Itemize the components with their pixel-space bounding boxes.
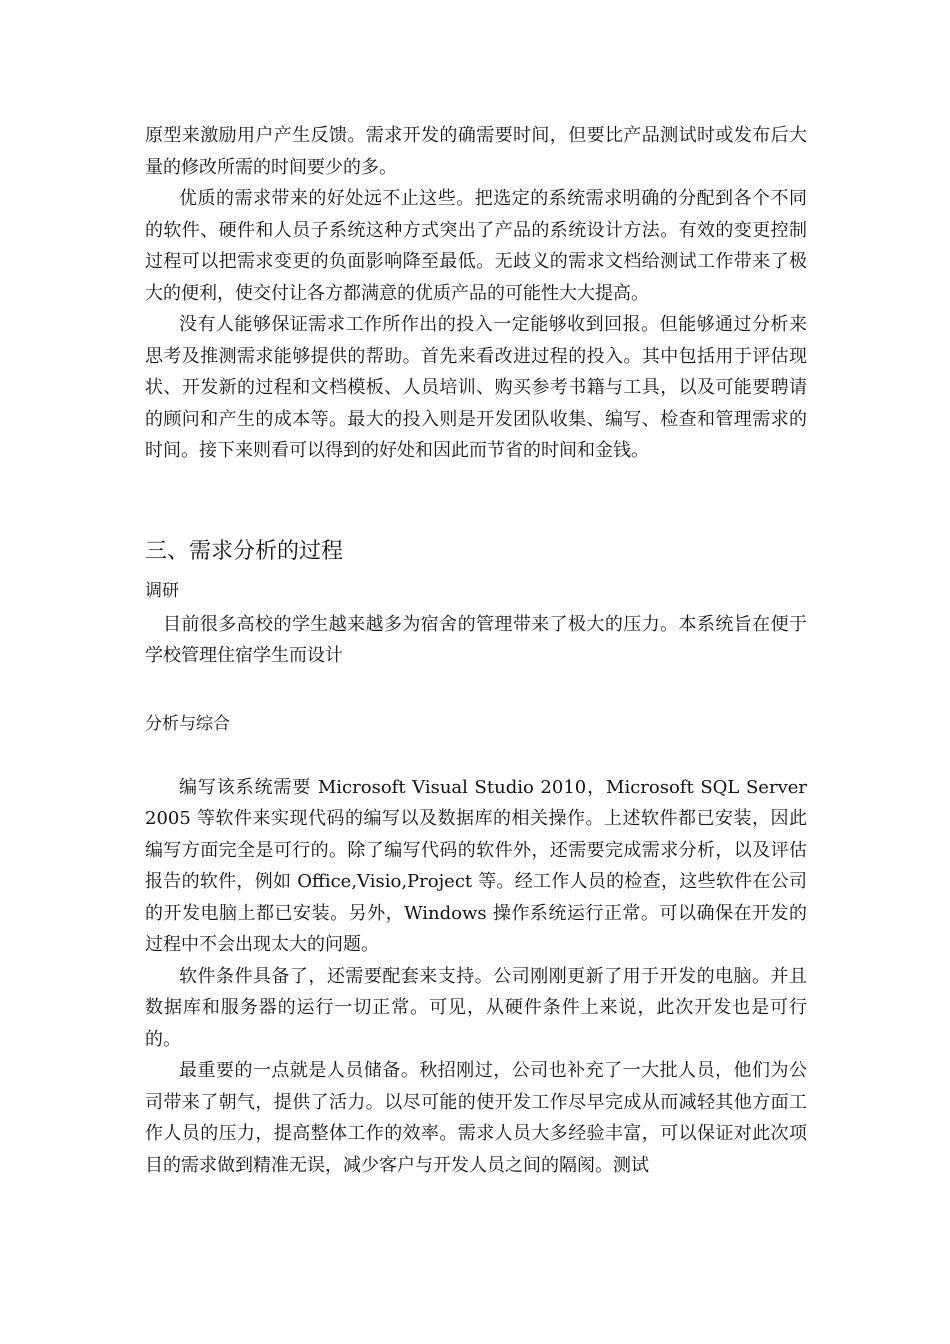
paragraph-intro-1: 原型来激励用户产生反馈。需求开发的确需要时间，但要比产品测试时或发布后大量的修改所需的时间要少的多。 — [145, 125, 807, 178]
analysis-title: 分析与综合 — [145, 713, 230, 734]
paragraph-intro-3: 没有人能够保证需求工作所作出的投入一定能够收到回报。但能够通过分析来思考及推测需求能够提供的帮助。首先来看改进过程的投入。其中包括用于评估现状、开发新的过程和文档模板、人员培训、购买参考书籍与工具，以及可能要聘请的顾问和产生的成本等。最大的投入则是开发团队收集、编写、检查和管理需求的时间。接下来则看可以得到的好处和因此而节省的时间和金钱。 — [145, 314, 807, 461]
analysis-paragraph-3: 最重要的一点就是人员储备。秋招刚过，公司也补充了一大批人员，他们为公司带来了朝气，提供了活力。以尽可能的使开发工作尽早完成从而减轻其他方面工作人员的压力，提高整体工作的效率。需求人员大多经验丰富，可以保证对此次项目的需求做到精准无误，减少客户与开发人员之间的隔阂。测试 — [145, 1060, 807, 1176]
research-paragraph: 目前很多高校的学生越来越多为宿舍的管理带来了极大的压力。本系统旨在便于学校管理住宿学生而设计 — [145, 613, 807, 666]
analysis-paragraph-1: 编写该系统需要 Microsoft Visual Studio 2010，Microsoft SQL Server 2005 等软件来实现代码的编写以及数据库的相关操作。上述软件都已安装，因此编写方面完全是可行的。除了编写代码的软件外，还需要完成需求分析，以及评估报告的软件，例如 Office,Visio,Project 等。经工作人员的检查，这些软件在公司的开发电脑上都已安装。另外，Windows 操作系统运行正常。可以确保在开发的过程中不会出现太大的问题。 — [145, 776, 807, 955]
analysis-paragraph-2: 软件条件具备了，还需要配套来支持。公司刚刚更新了用于开发的电脑。并且数据库和服务器的运行一切正常。可见，从硬件条件上来说，此次开发也是可行的。 — [145, 965, 807, 1050]
research-title: 调研 — [145, 580, 179, 601]
document-page — [145, 120, 807, 1181]
paragraph-intro-2: 优质的需求带来的好处远不止这些。把选定的系统需求明确的分配到各个不同的软件、硬件和人员子系统这种方式突出了产品的系统设计方法。有效的变更控制过程可以把需求变更的负面影响降至最低。无歧义的需求文档给测试工作带来了极大的便利，使交付让各方都满意的优质产品的可能性大大提高。 — [145, 188, 807, 304]
section-title: 三、需求分析的过程 — [145, 538, 344, 564]
